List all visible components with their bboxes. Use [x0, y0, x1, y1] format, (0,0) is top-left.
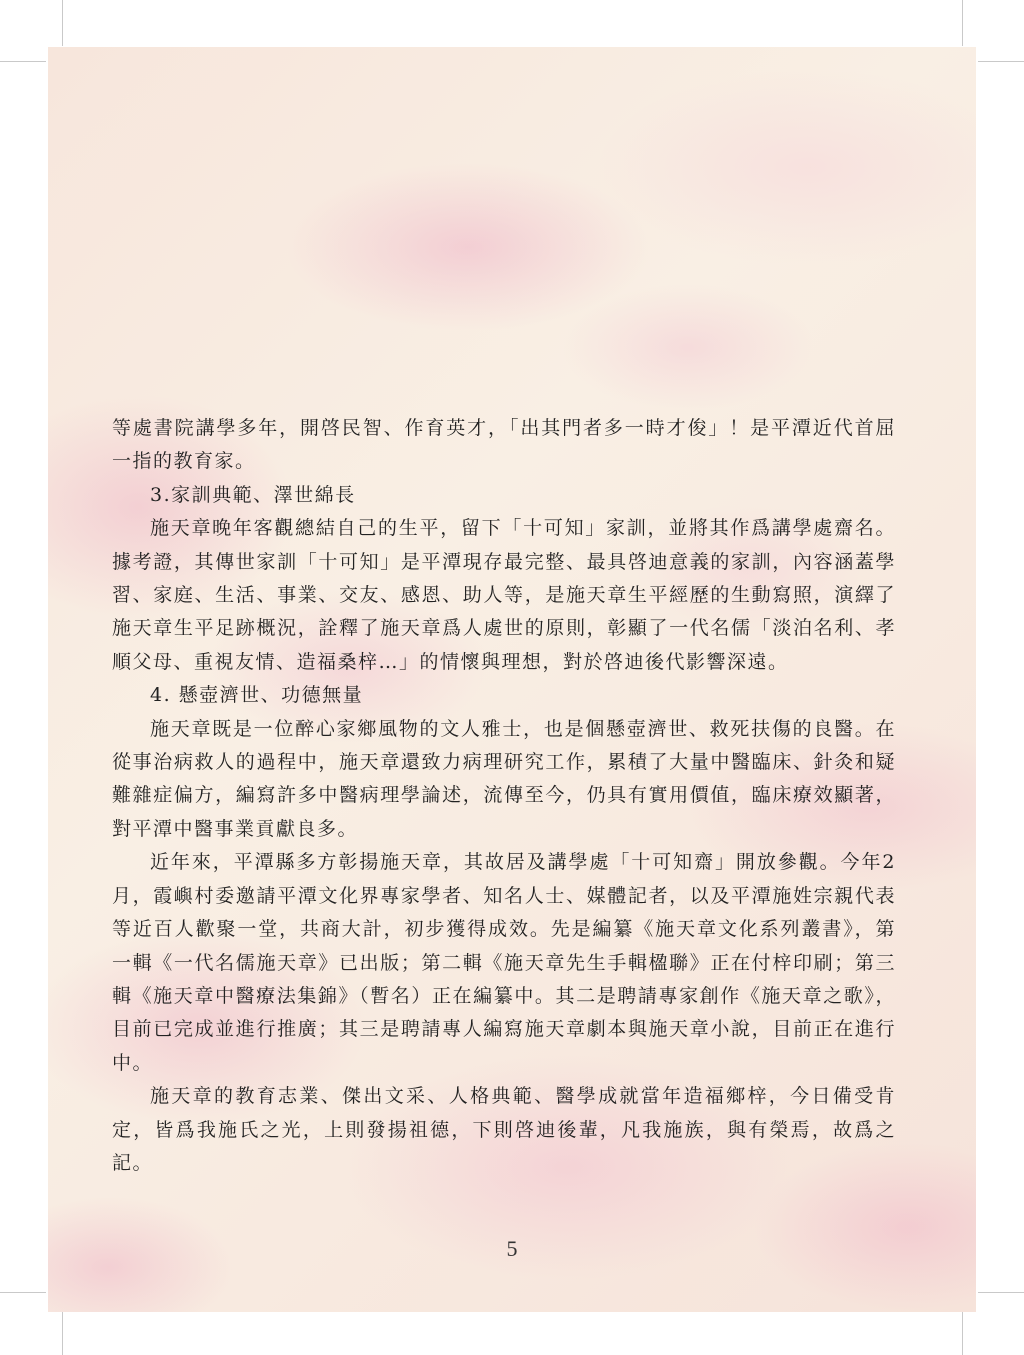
page-number: 5: [506, 1236, 518, 1261]
paragraph-1: 等處書院講學多年，開啓民智、作育英才，「出其門者多一時才俊」！是平潭近代首屈一指的教育家。: [112, 417, 896, 473]
paragraph-2: 施天章晚年客觀總結自己的生平，留下「十可知」家訓，並將其作爲講學處齋名。據考證，其傳世家訓「十可知」是平潭現存最完整、最具啓迪意義的家訓，內容涵蓋學習、家庭、生活、事業、交友、感恩、助人等，是施天章生平經歷的生動寫照，演繹了施天章生平足跡概況，詮釋了施天章爲人處世的原則，彰顯了一代名儒「淡泊名利、孝順父母、重視友情、造福桑梓…」的情懷與理想，對於啓迪後代影響深遠。: [112, 517, 896, 673]
section-heading-4: 4. 懸壺濟世、功德無量: [150, 684, 364, 707]
body-text: [112, 412, 896, 1180]
paragraph-3: 施天章既是一位醉心家鄉風物的文人雅士，也是個懸壺濟世、救死扶傷的良醫。在從事治病救人的過程中，施天章還致力病理研究工作，累積了大量中醫臨床、針灸和疑難雜症偏方，編寫許多中醫病理學論述，流傳至今，仍具有實用價值，臨床療效顯著，對平潭中醫事業貢獻良多。: [112, 717, 896, 840]
crop-mark-bottom-left: [62, 1309, 63, 1355]
section-heading-3: 3.家訓典範、澤世綿長: [150, 483, 356, 506]
crop-mark-right-bottom: [978, 1292, 1024, 1293]
paragraph-4: 近年來，平潭縣多方彰揚施天章，其故居及講學處「十可知齋」開放參觀。今年2月，霞嶼村委邀請平潭文化界專家學者、知名人士、媒體記者，以及平潭施姓宗親代表等近百人歡聚一堂，共商大計，初步獲得成效。先是編纂《施天章文化系列叢書》，第一輯《一代名儒施天章》已出版；第二輯《施天章先生手輯楹聯》正在付梓印刷；第三輯《施天章中醫療法集錦》（暫名）正在編纂中。其二是聘請專家創作《施天章之歌》，目前已完成並進行推廣；其三是聘請專人編寫施天章劇本與施天章小說，目前正在進行中。: [112, 851, 896, 1074]
paragraph-5: 施天章的教育志業、傑出文采、人格典範、醫學成就當年造福鄉梓，今日備受肯定，皆爲我施氏之光，上則發揚祖德，下則啓迪後輩，凡我施族，與有榮焉，故爲之記。: [112, 1085, 896, 1174]
crop-mark-bottom-right: [962, 1309, 963, 1355]
crop-mark-right-top: [978, 61, 1024, 62]
crop-mark-left-bottom: [0, 1292, 46, 1293]
crop-mark-top-right: [962, 0, 963, 46]
crop-mark-left-top: [0, 61, 46, 62]
crop-mark-top-left: [62, 0, 63, 46]
